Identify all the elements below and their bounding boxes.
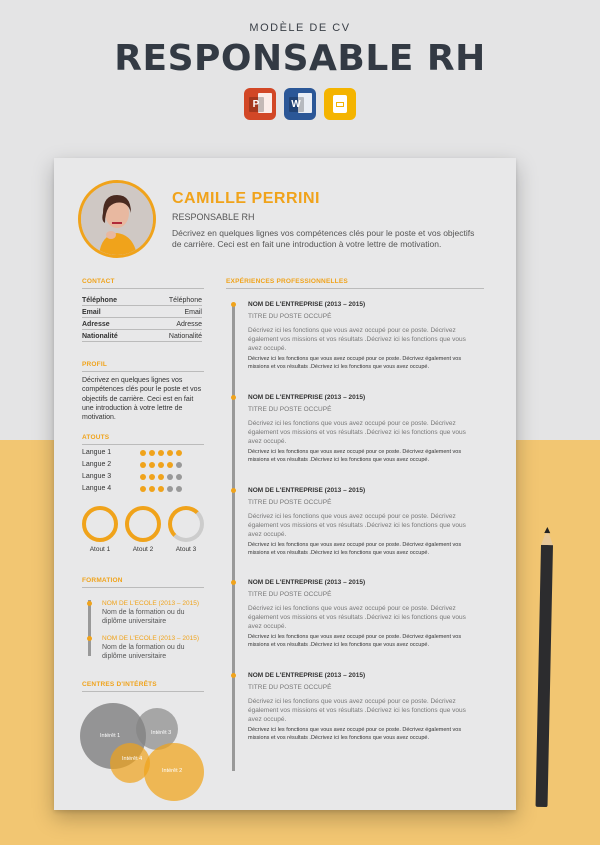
app-icons (244, 88, 356, 120)
formation-school: NOM DE L'ECOLE (2013 – 2015) (102, 635, 199, 642)
language-label: Langue 2 (82, 461, 112, 468)
language-level-dots (140, 486, 182, 492)
experience-details: Décrivez ici les fonctions que vous avez occupé pour ce poste. Décrivez également vos missions et vos résultats .Décrivez ici les fonctions que vous avez occupé. (248, 449, 462, 464)
contact-row (82, 333, 202, 342)
profil-title: PROFIL (82, 361, 108, 368)
atout-ring (125, 506, 161, 542)
experience-job-title: TITRE DU POSTE OCCUPÉ (248, 684, 332, 691)
divider (82, 288, 204, 289)
interest-label: Intérêt 3 (151, 730, 172, 736)
experience-job-title: TITRE DU POSTE OCCUPÉ (248, 499, 332, 506)
contact-row (82, 297, 202, 306)
language-label: Langue 4 (82, 485, 112, 492)
language-level-dots (140, 474, 182, 480)
experience-timeline (232, 304, 235, 771)
experience-company: NOM DE L'ENTREPRISE (2013 – 2015) (248, 579, 366, 586)
profile-photo (78, 180, 156, 258)
level-dot (167, 450, 173, 456)
atout-ring (82, 506, 118, 542)
level-dot (167, 486, 173, 492)
contact-value: Email (184, 309, 202, 316)
experience-bullet (231, 673, 236, 678)
contact-row (82, 309, 202, 318)
experience-details: Décrivez ici les fonctions que vous avez occupé pour ce poste. Décrivez également vos missions et vos résultats .Décrivez ici les fonctions que vous avez occupé. (248, 542, 462, 557)
language-label: Langue 3 (82, 473, 112, 480)
contact-key: Adresse (82, 321, 110, 328)
experience-bullet (231, 302, 236, 307)
experience-company: NOM DE L'ENTREPRISE (2013 – 2015) (248, 394, 366, 401)
level-dot (176, 486, 182, 492)
experience-description: Décrivez ici les fonctions que vous avez occupé pour ce poste. Décrivez également vos missions et vos résultats .Décrivez ici les fonctions que vous avez occupé. (248, 605, 466, 630)
profil-text: Décrivez en quelques lignes vos compétences clés pour le poste et vos objectifs de carrière. Ceci est en fait une introduction à votre lettre de motivation. (82, 377, 202, 422)
formation-timeline (88, 600, 91, 656)
cv-document (54, 158, 516, 810)
atout-label: Atout 3 (175, 546, 197, 553)
level-dot (149, 474, 155, 480)
page-kicker: MODÈLE DE CV (249, 22, 351, 34)
divider (226, 288, 484, 289)
contact-key: Téléphone (82, 297, 118, 304)
divider (82, 444, 204, 445)
word-icon[interactable]: W (284, 88, 316, 120)
level-dot (149, 486, 155, 492)
experience-job-title: TITRE DU POSTE OCCUPÉ (248, 591, 332, 598)
level-dot (140, 486, 146, 492)
experience-company: NOM DE L'ENTREPRISE (2013 – 2015) (248, 301, 366, 308)
level-dot (149, 462, 155, 468)
interets-title: CENTRES D'INTÉRÊTS (82, 681, 157, 688)
interest-label: Intérêt 1 (100, 733, 121, 739)
contact-value: Nationalité (168, 333, 202, 340)
formation-title: FORMATION (82, 577, 123, 584)
candidate-name: CAMILLE PERRINI (172, 190, 320, 207)
divider (82, 587, 204, 588)
experience-description: Décrivez ici les fonctions que vous avez occupé pour ce poste. Décrivez également vos missions et vos résultats .Décrivez ici les fonctions que vous avez occupé. (248, 420, 466, 445)
interest-label: Intérêt 4 (122, 756, 143, 762)
atout-ring (168, 506, 204, 542)
experience-description: Décrivez ici les fonctions que vous avez occupé pour ce poste. Décrivez également vos missions et vos résultats .Décrivez ici les fonctions que vous avez occupé. (248, 698, 466, 723)
level-dot (176, 462, 182, 468)
experience-description: Décrivez ici les fonctions que vous avez occupé pour ce poste. Décrivez également vos missions et vos résultats .Décrivez ici les fonctions que vous avez occupé. (248, 513, 466, 538)
divider (82, 691, 204, 692)
level-dot (176, 474, 182, 480)
interest-label: Intérêt 2 (162, 768, 183, 774)
language-level-dots (140, 462, 182, 468)
experience-description: Décrivez ici les fonctions que vous avez occupé pour ce poste. Décrivez également vos missions et vos résultats .Décrivez ici les fonctions que vous avez occupé. (248, 327, 466, 352)
language-row (82, 461, 192, 468)
powerpoint-icon[interactable]: P (244, 88, 276, 120)
language-row (82, 473, 192, 480)
level-dot (140, 450, 146, 456)
level-dot (167, 462, 173, 468)
experience-job-title: TITRE DU POSTE OCCUPÉ (248, 406, 332, 413)
language-level-dots (140, 450, 182, 456)
atouts-title: ATOUTS (82, 434, 110, 441)
intro-text: Décrivez en quelques lignes vos compétences clés pour le poste et vos objectifs de carrière. Ceci est en fait une introduction à votre lettre de motivation. (172, 228, 475, 250)
candidate-role: RESPONSABLE RH (172, 212, 255, 222)
language-row (82, 449, 192, 456)
level-dot (158, 474, 164, 480)
formation-text: Nom de la formation ou du diplôme universitaire (102, 644, 185, 660)
level-dot (158, 450, 164, 456)
experience-company: NOM DE L'ENTREPRISE (2013 – 2015) (248, 672, 366, 679)
portrait-image (81, 183, 153, 255)
experience-details: Décrivez ici les fonctions que vous avez occupé pour ce poste. Décrivez également vos missions et vos résultats .Décrivez ici les fonctions que vous avez occupé. (248, 356, 462, 371)
atout-label: Atout 2 (132, 546, 154, 553)
divider (82, 371, 204, 372)
level-dot (149, 450, 155, 456)
contact-key: Email (82, 309, 101, 316)
level-dot (158, 486, 164, 492)
experience-job-title: TITRE DU POSTE OCCUPÉ (248, 313, 332, 320)
contact-key: Nationalité (82, 333, 118, 340)
experience-bullet (231, 580, 236, 585)
experience-company: NOM DE L'ENTREPRISE (2013 – 2015) (248, 487, 366, 494)
language-label: Langue 1 (82, 449, 112, 456)
experiences-title: EXPÉRIENCES PROFESSIONNELLES (226, 278, 348, 285)
formation-bullet (87, 636, 92, 641)
formation-text: Nom de la formation ou du diplôme universitaire (102, 609, 185, 625)
slides-sheet-icon (333, 95, 347, 113)
experience-bullet (231, 395, 236, 400)
level-dot (158, 462, 164, 468)
contact-title: CONTACT (82, 278, 115, 285)
level-dot (167, 474, 173, 480)
google-slides-icon[interactable] (324, 88, 356, 120)
atout-label: Atout 1 (89, 546, 111, 553)
experience-details: Décrivez ici les fonctions que vous avez occupé pour ce poste. Décrivez également vos missions et vos résultats .Décrivez ici les fonctions que vous avez occupé. (248, 727, 462, 742)
experience-bullet (231, 488, 236, 493)
language-row (82, 485, 192, 492)
level-dot (140, 474, 146, 480)
level-dot (140, 462, 146, 468)
page-title: RESPONSABLE RH (114, 38, 486, 79)
experience-details: Décrivez ici les fonctions que vous avez occupé pour ce poste. Décrivez également vos missions et vos résultats .Décrivez ici les fonctions que vous avez occupé. (248, 634, 462, 649)
level-dot (176, 450, 182, 456)
contact-value: Adresse (176, 321, 202, 328)
formation-school: NOM DE L'ECOLE (2013 – 2015) (102, 600, 199, 607)
contact-value: Téléphone (168, 297, 202, 304)
contact-row (82, 321, 202, 330)
formation-bullet (87, 601, 92, 606)
